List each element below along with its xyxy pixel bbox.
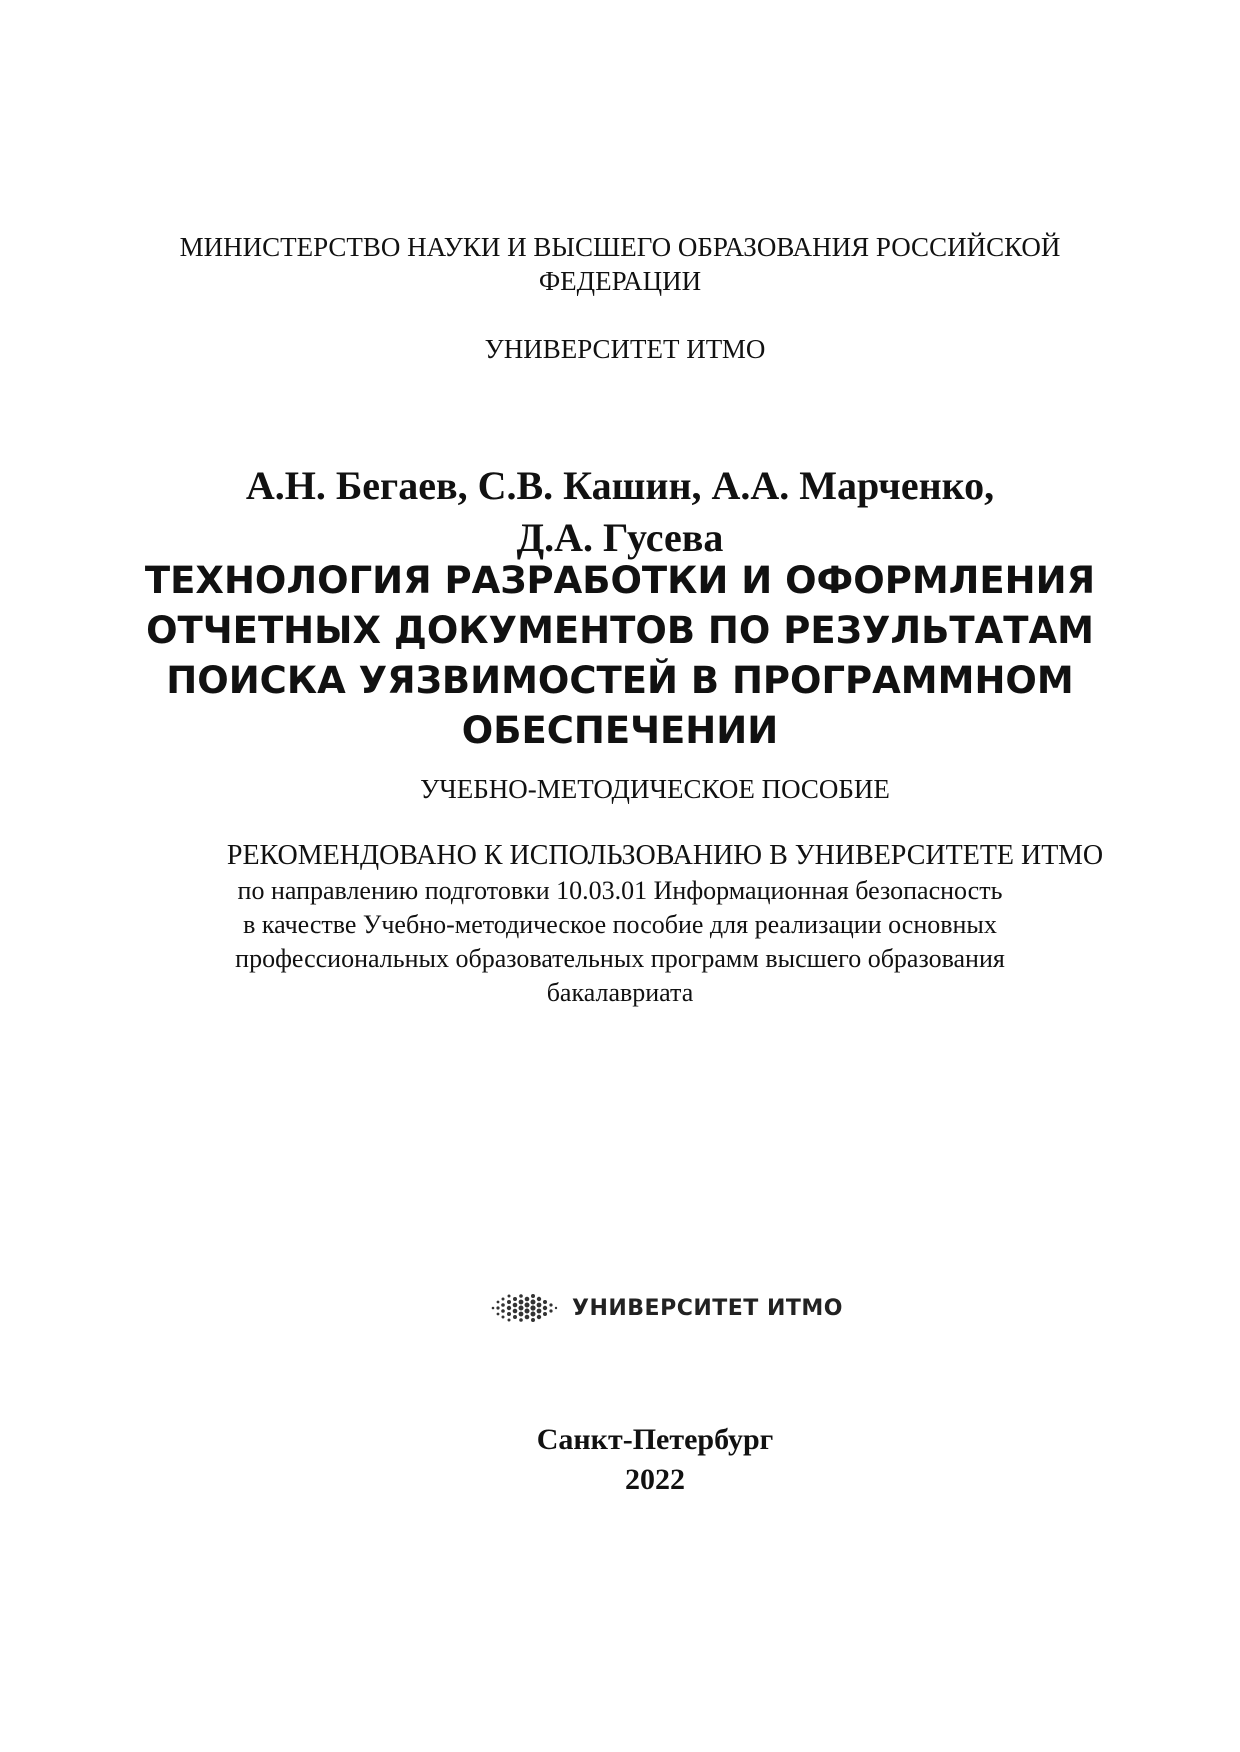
- ministry-line-2: ФЕДЕРАЦИИ: [538, 266, 702, 296]
- recommendation-heading: РЕКОМЕНДОВАНО К ИСПОЛЬЗОВАНИЮ В УНИВЕРСИТЕТЕ ИТМО: [226, 840, 1104, 871]
- recommendation-line-2: в качестве Учебно-методическое пособие для реализации основных: [243, 910, 997, 939]
- recommendation-line-1: по направлению подготовки 10.03.01 Информационная безопасность: [237, 876, 1003, 905]
- title-line-4: ОБЕСПЕЧЕНИИ: [461, 709, 779, 752]
- ministry-line-1: МИНИСТЕРСТВО НАУКИ И ВЫСШЕГО ОБРАЗОВАНИЯ РОССИЙСКОЙ: [179, 232, 1061, 262]
- university-name: УНИВЕРСИТЕТ ИТМО: [484, 334, 766, 364]
- itmo-logo: [490, 1290, 843, 1326]
- publication-info: [0, 1420, 1240, 1500]
- title-line-1: ТЕХНОЛОГИЯ РАЗРАБОТКИ И ОФОРМЛЕНИЯ: [144, 559, 1096, 602]
- recommendation-line-4: бакалавриата: [546, 978, 694, 1007]
- logo-text: УНИВЕРСИТЕТ ИТМО: [572, 1295, 843, 1321]
- ministry-header: [0, 230, 1240, 298]
- title-line-2: ОТЧЕТНЫХ ДОКУМЕНТОВ ПО РЕЗУЛЬТАТАМ: [146, 609, 1094, 652]
- authors: [0, 460, 1240, 564]
- title-line-3: ПОИСКА УЯЗВИМОСТЕЙ В ПРОГРАММНОМ: [166, 659, 1074, 702]
- itmo-dots-logo-icon: [490, 1290, 562, 1326]
- document-title: [0, 556, 1240, 756]
- authors-line-1: А.Н. Бегаев, С.В. Кашин, А.А. Марченко,: [245, 463, 995, 508]
- publication-year: 2022: [625, 1463, 685, 1496]
- document-subtitle: УЧЕБНО-МЕТОДИЧЕСКОЕ ПОСОБИЕ: [420, 774, 890, 804]
- publication-city: Санкт-Петербург: [536, 1423, 774, 1456]
- recommendation: [0, 838, 1240, 1010]
- authors-line-2: Д.А. Гусева: [516, 515, 724, 560]
- recommendation-line-3: профессиональных образовательных программ высшего образования: [235, 944, 1005, 973]
